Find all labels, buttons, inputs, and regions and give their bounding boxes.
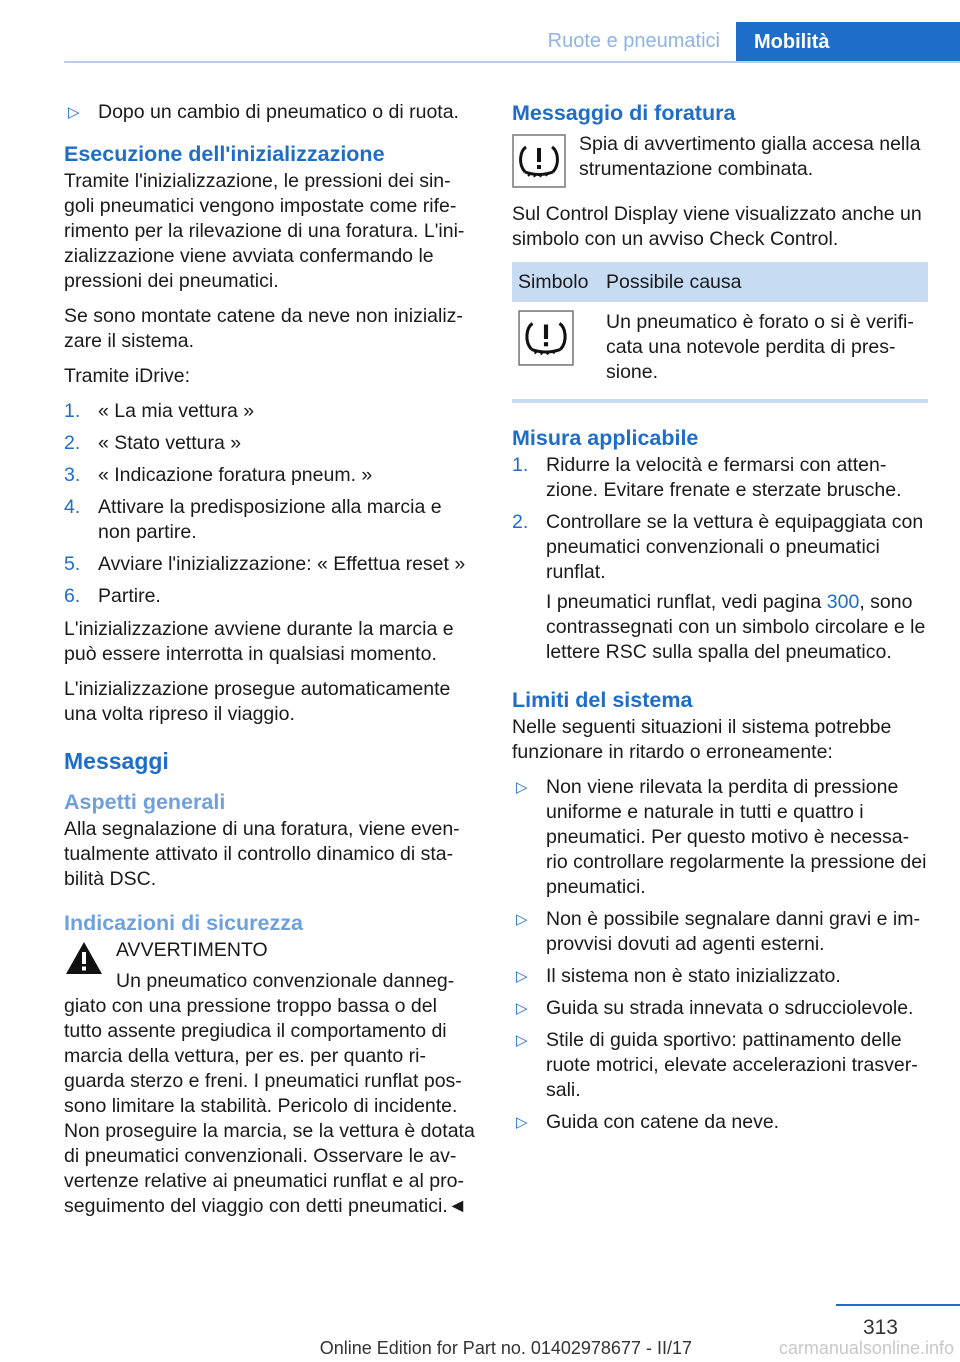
list-item: ▷ Il sistema non è stato inizializzato. — [516, 965, 841, 987]
tire-pressure-warning-icon — [518, 349, 574, 371]
header-chapter-tab: Mobilità — [736, 22, 960, 62]
list-item: 2. Controllare se la vettura è equipaggiata con pneumatici convenzionali o pneumatici runflat. — [512, 511, 924, 583]
table-header-symbol: Simbolo — [512, 262, 600, 302]
list-item: ▷ Dopo un cambio di pneumatico o di ruota. — [68, 101, 459, 123]
triangle-right-icon: ▷ — [516, 779, 528, 796]
general-heading: Aspetti generali — [64, 790, 226, 814]
symbol-table — [512, 262, 928, 395]
warning-first-line: Un pneumatico convenzionale danneg- — [116, 970, 455, 992]
list-item: 5. Avviare l'inizializzazione: « Effettua reset » — [64, 553, 466, 575]
measure-steps — [512, 453, 928, 585]
triangle-right-icon: ▷ — [516, 911, 528, 928]
page-link[interactable]: 300 — [826, 591, 860, 613]
page-header — [0, 0, 960, 62]
watermark: carmanualsonline.info — [778, 1338, 954, 1358]
paragraph: Nelle seguenti situazioni il sistema potrebbe funzionare in ritardo o erroneamente: — [512, 716, 892, 763]
list-item: 3. « Indicazione foratura pneum. » — [64, 464, 373, 486]
right-column — [512, 100, 928, 1143]
limits-list — [512, 775, 928, 1135]
warning-block — [64, 938, 478, 994]
bullet-list-top — [64, 100, 478, 125]
tire-pressure-warning-icon — [512, 134, 566, 195]
runflat-note: I pneumatici runflat, vedi pagina 300, sono contrassegnati con un simbolo circolare e le lettere RSC sulla spalla del pneumatico. — [546, 591, 926, 663]
list-item: ▷ Guida su strada innevata o sdrucciolevole. — [516, 997, 914, 1019]
left-column — [64, 100, 478, 1219]
footer-rule — [836, 1304, 960, 1306]
list-item: 4. Attivare la predisposizione alla marcia e non partire. — [64, 496, 442, 543]
idrive-steps — [64, 399, 478, 609]
triangle-right-icon: ▷ — [516, 1032, 528, 1049]
list-item: 1. Ridurre la velocità e fermarsi con atten-zione. Evitare frenate e sterzate brusche. — [512, 454, 902, 501]
table-header-cause: Possibile causa — [600, 262, 928, 302]
list-item: ▷ Stile di guida sportivo: pattinamento delle ruote motrici, elevate accelerazioni trasver-sali. — [516, 1029, 918, 1101]
header-divider — [64, 61, 960, 63]
list-item: 2. « Stato vettura » — [64, 432, 242, 454]
paragraph: Tramite l'inizializzazione, le pressioni dei sin-goli pneumatici vengono impostate come rife-rimento per la rilevazione di una foratura. L'ini-zializzazione viene avviata confermando le pressioni dei pneumatici. — [64, 170, 465, 292]
list-item: ▷ Guida con catene da neve. — [516, 1111, 780, 1133]
measure-heading: Misura applicabile — [512, 426, 699, 450]
paragraph: Sul Control Display viene visualizzato anche un simbolo con un avviso Check Control. — [512, 203, 922, 250]
table-row — [512, 302, 928, 395]
messages-heading: Messaggi — [64, 748, 169, 774]
warning-text: giato con una pressione troppo bassa o del tutto assente pregiudica il comportamento di marcia della vettura, per es. per quanto ri-guarda sterzo e freni. I pneumatici runflat pos-sono limitare la stabilità. Pericolo di incidente. Non proseguire la marcia, se la vettura è dotata di pneumatici convenzionali. Osservare le av-vertenze relative ai pneumatici runflat e al pro-seguimento del viaggio con detti pneumatici.◄ — [64, 995, 475, 1217]
paragraph: Alla segnalazione di una foratura, viene even-tualmente attivato il controllo dinamico di sta-bilità DSC. — [64, 818, 460, 890]
indicator-block — [512, 132, 928, 188]
indicator-text: Spia di avvertimento gialla accesa nella strumentazione combinata. — [579, 133, 921, 180]
paragraph: L'inizializzazione avviene durante la marcia e può essere interrotta in qualsiasi momento. — [64, 618, 454, 665]
triangle-right-icon: ▷ — [68, 104, 80, 121]
table-cell-cause: Un pneumatico è forato o si è verifi-cata una notevole perdita di pres-sione. — [606, 311, 914, 383]
triangle-right-icon: ▷ — [516, 1000, 528, 1017]
list-item: ▷ Non viene rilevata la perdita di pressione uniforme e naturale in tutti e quattro i pneumatici. Per questo motivo è necessa-rio controllare regolarmente la pressione dei pneumatici. — [516, 776, 927, 898]
paragraph: Se sono montate catene da neve non inizializ-zare il sistema. — [64, 305, 463, 352]
header-section-title: Ruote e pneumatici — [547, 30, 720, 52]
list-item: 6. Partire. — [64, 585, 161, 607]
init-heading: Esecuzione dell'inizializzazione — [64, 142, 385, 166]
warning-triangle-icon — [64, 940, 104, 983]
table-bottom-rule — [512, 399, 928, 403]
safety-heading: Indicazioni di sicurezza — [64, 911, 303, 935]
triangle-right-icon: ▷ — [516, 1114, 528, 1131]
page-number: 313 — [862, 1316, 898, 1339]
list-item: 1. « La mia vettura » — [64, 400, 255, 422]
list-item: ▷ Non è possibile segnalare danni gravi e im-provvisi dovuti ad agenti esterni. — [516, 908, 920, 955]
paragraph: L'inizializzazione prosegue automaticamente una volta ripreso il viaggio. — [64, 678, 451, 725]
paragraph: Tramite iDrive: — [64, 365, 191, 387]
warning-title: AVVERTIMENTO — [116, 939, 268, 961]
limits-heading: Limiti del sistema — [512, 688, 693, 712]
edition-text: Online Edition for Part no. 01402978677 - II/17 — [319, 1338, 692, 1358]
puncture-heading: Messaggio di foratura — [512, 101, 736, 125]
triangle-right-icon: ▷ — [516, 968, 528, 985]
table-cell-symbol — [512, 302, 600, 395]
